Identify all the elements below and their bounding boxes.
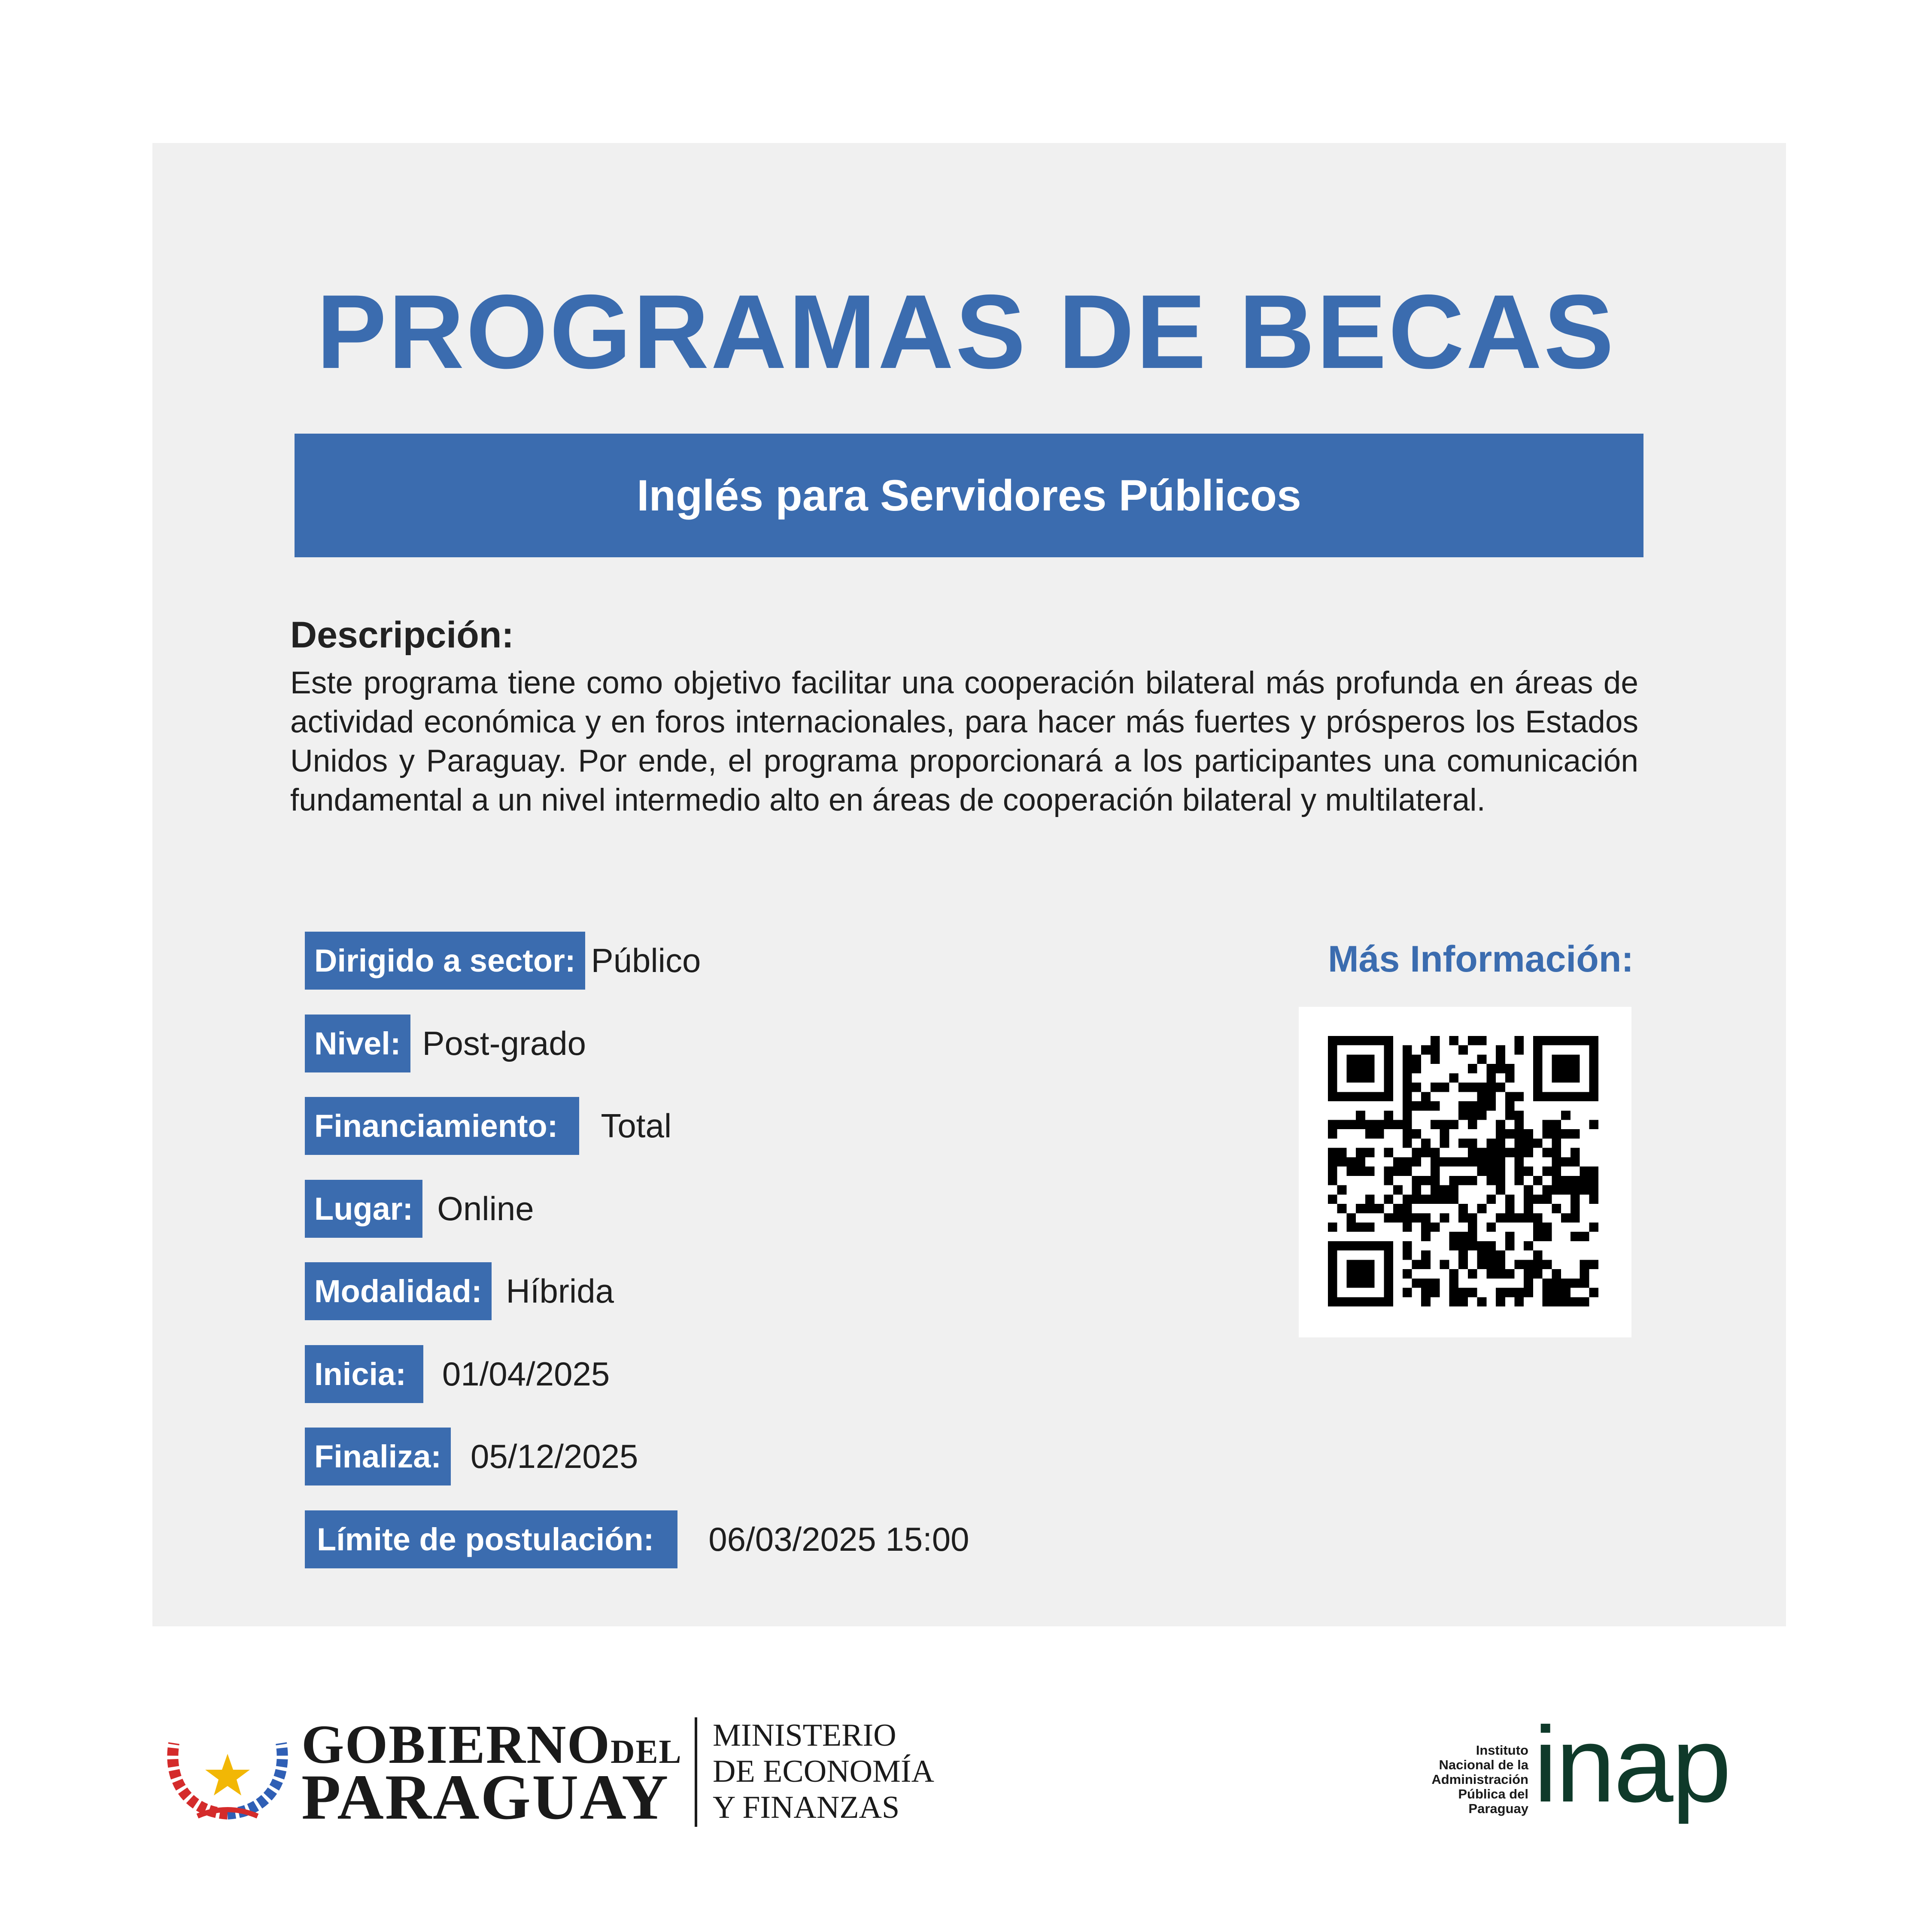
field-label: Financiamiento: bbox=[305, 1097, 579, 1155]
field-end bbox=[305, 1428, 638, 1485]
field-value: Total bbox=[601, 1107, 672, 1145]
subtitle-text: Inglés para Servidores Públicos bbox=[637, 471, 1301, 520]
field-label: Inicia: bbox=[305, 1345, 423, 1403]
qr-code-icon bbox=[1328, 1036, 1598, 1306]
inap-logo: inap bbox=[1534, 1704, 1730, 1824]
field-value: 06/03/2025 15:00 bbox=[708, 1520, 969, 1558]
field-value: Híbrida bbox=[506, 1272, 614, 1310]
qr-code[interactable] bbox=[1299, 1007, 1631, 1337]
government-line1: GOBIERNODEL bbox=[301, 1714, 682, 1775]
inap-institute-name: Instituto Nacional de la Administración Pública del Paraguay bbox=[1431, 1743, 1528, 1816]
field-modality bbox=[305, 1262, 614, 1320]
field-value: Online bbox=[437, 1190, 534, 1227]
field-label: Dirigido a sector: bbox=[305, 932, 585, 990]
field-value: Post-grado bbox=[422, 1024, 586, 1062]
field-value: 01/04/2025 bbox=[442, 1355, 610, 1393]
logo-divider bbox=[695, 1717, 697, 1827]
field-label: Límite de postulación: bbox=[305, 1510, 677, 1568]
field-label: Modalidad: bbox=[305, 1262, 492, 1320]
field-value: Público bbox=[591, 942, 701, 979]
government-line2: PARAGUAY bbox=[301, 1762, 670, 1833]
more-info-heading: Más Información: bbox=[1328, 939, 1634, 980]
field-location bbox=[305, 1180, 534, 1238]
page-title: PROGRAMAS DE BECAS bbox=[316, 273, 1616, 390]
coat-of-arms-icon bbox=[163, 1713, 292, 1825]
field-funding bbox=[305, 1097, 671, 1155]
subtitle-banner bbox=[295, 434, 1643, 557]
field-value: 05/12/2025 bbox=[471, 1437, 638, 1475]
field-start bbox=[305, 1345, 610, 1403]
field-label: Lugar: bbox=[305, 1180, 422, 1238]
government-logo bbox=[163, 1713, 979, 1833]
field-sector bbox=[305, 932, 701, 990]
ministry-name: MINISTERIO DE ECONOMÍA Y FINANZAS bbox=[713, 1718, 934, 1825]
field-label: Finaliza: bbox=[305, 1428, 451, 1485]
field-level bbox=[305, 1015, 586, 1072]
field-label: Nivel: bbox=[305, 1015, 410, 1072]
field-deadline bbox=[305, 1510, 969, 1568]
description-text: Este programa tiene como objetivo facilitar una cooperación bilateral más profunda en áreas de actividad económica y en foros internacionales, para hacer más fuertes y prósperos los Estados Unidos y Paraguay. Por ende, el programa proporcionará a los participantes una comunicación fundamental a un nivel intermedio alto en áreas de cooperación bilateral y multilateral. bbox=[290, 665, 1638, 817]
description-heading: Descripción: bbox=[290, 614, 514, 656]
